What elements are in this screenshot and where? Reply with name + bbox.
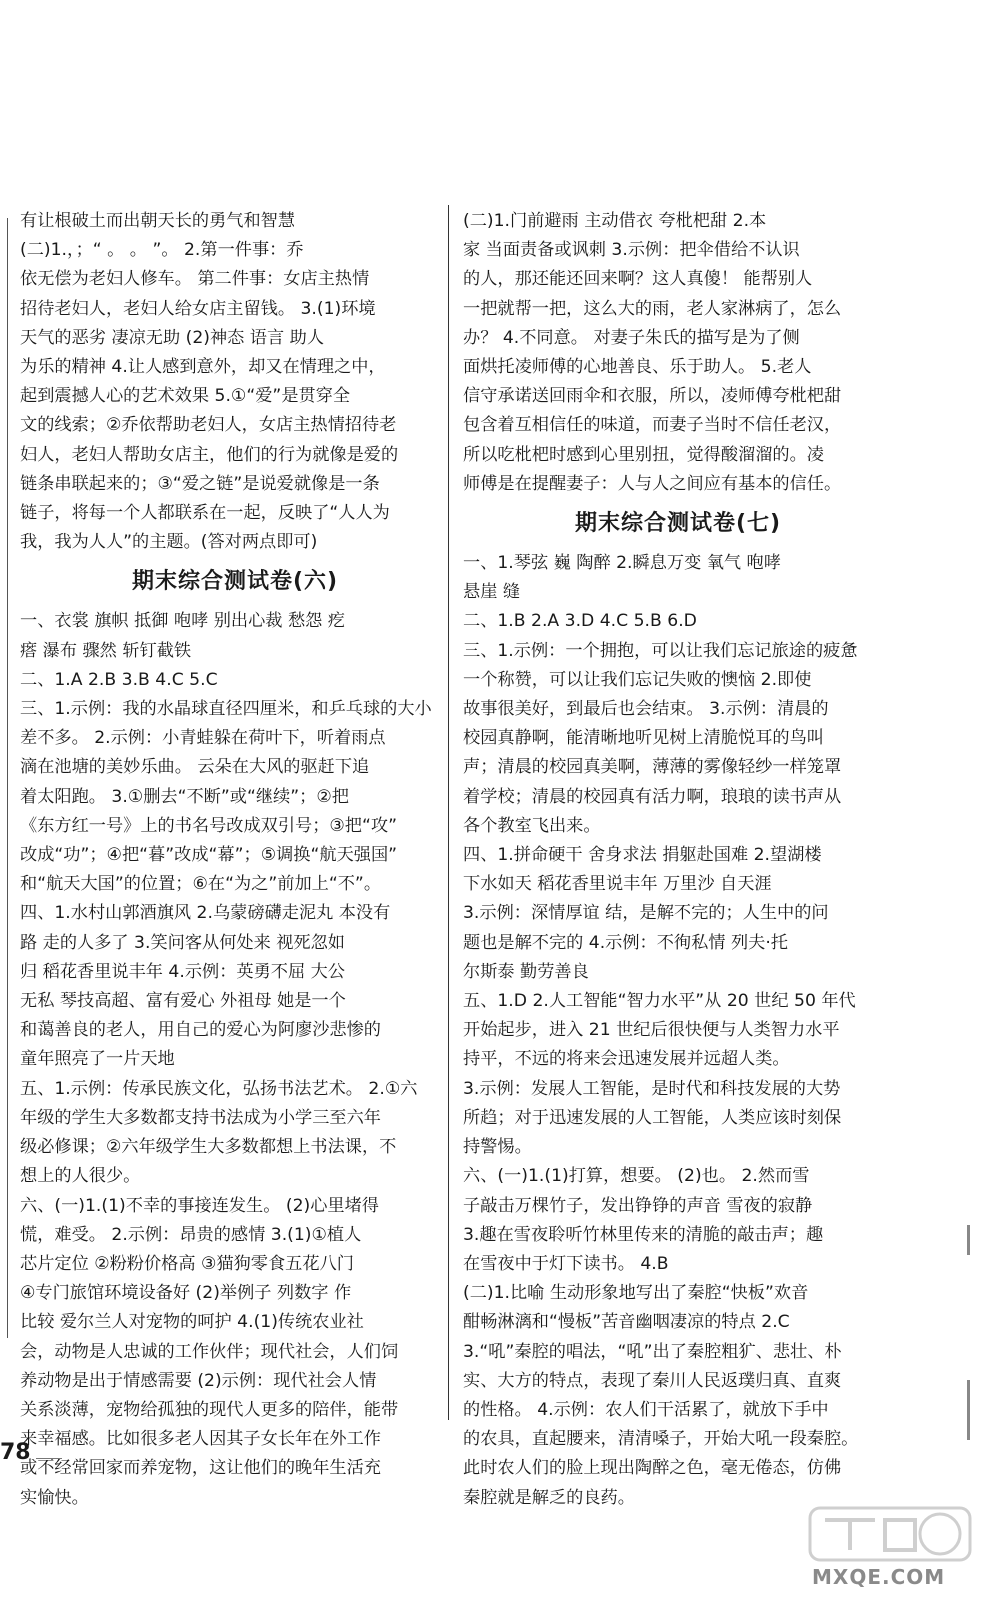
text-line: 酣畅淋漓和“慢板”苦音幽咽凄凉的特点 2.C [463, 1312, 790, 1333]
text-line: 慌，难受。 2.示例：昂贵的感情 3.(1)①植人 [20, 1224, 362, 1245]
text-line: 五、1.示例：传承民族文化，弘扬书法艺术。 2.①六 [20, 1078, 418, 1099]
text-line: 六、(一)1.(1)不幸的事接连发生。 (2)心里堵得 [20, 1195, 379, 1216]
text-line: 题也是解不完的 4.示例：不徇私情 列夫·托 [463, 932, 788, 953]
text-line: 养动物是出于情感需要 (2)示例：现代社会人情 [20, 1370, 377, 1391]
text-line: 一、1.琴弦 巍 陶醉 2.瞬息万变 氧气 咆哮 [463, 553, 781, 574]
text-line: 声；清晨的校园真美啊，薄薄的雾像轻纱一样笼罩 [463, 757, 842, 778]
text-line: 和蔼善良的老人，用自己的爱心为阿廖沙悲惨的 [20, 1020, 381, 1041]
text-line: 的人，那还能还回来啊？这人真傻！ 能帮别人 [463, 269, 813, 290]
text-line: 3.示例：发展人工智能，是时代和科技发展的大势 [463, 1078, 841, 1099]
text-line: 有让根破土而出朝天长的勇气和智慧 [20, 211, 296, 231]
text-line: 所趋；对于迅速发展的人工智能，人类应该时刻保 [463, 1107, 842, 1128]
text-line: 包含着互相信任的味道，而妻子当时不信任老汉， [463, 415, 842, 436]
page-number-rule [36, 1458, 62, 1459]
text-line: 3.“吼”秦腔的唱法，“吼”出了秦腔粗犷、悲壮、朴 [463, 1341, 842, 1362]
section-title-six: 期末综合测试卷(六) [131, 569, 339, 595]
right-column [463, 207, 893, 1513]
left-margin-rule [7, 218, 8, 1338]
text-line: 3.示例：深情厚谊 结，是解不完的；人生中的问 [463, 903, 829, 924]
text-line: 着太阳跑。 3.①删去“不断”或“继续”；②把 [20, 786, 349, 807]
text-line: 招待老妇人，老妇人给女店主留钱。 3.(1)环境 [20, 298, 376, 319]
section-title-seven: 期末综合测试卷(七) [574, 511, 782, 537]
text-line: 想上的人很少。 [20, 1166, 141, 1187]
text-line: 一把就帮一把，这么大的雨，老人家淋病了，怎么 [463, 298, 842, 319]
text-line: 子敲击万棵竹子，发出铮铮的声音 雪夜的寂静 [463, 1195, 813, 1216]
text-line: 信守承诺送回雨伞和衣服，所以，凌师傅夸枇杷甜 [463, 386, 842, 407]
text-line: 二、1.B 2.A 3.D 4.C 5.B 6.D [463, 611, 697, 632]
text-line: 四、1.水村山郭酒旗风 2.乌蒙磅礴走泥丸 本没有 [20, 903, 391, 924]
text-line: ④专门旅馆环境设备好 (2)举例子 列数字 作 [20, 1283, 352, 1304]
text-line: 无私 琴技高超、富有爱心 外祖母 她是一个 [20, 991, 346, 1012]
text-line: 级必修课；②六年级学生大多数都想上书法课，不 [20, 1137, 397, 1158]
text-line: 面烘托凌师傅的心地善良、乐于助人。 5.老人 [463, 357, 812, 378]
text-line: 我，我为人人”的主题。(答对两点即可) [20, 532, 318, 553]
text-line: 三、1.示例：我的水晶球直径四厘米，和乒乓球的大小 [20, 699, 432, 720]
text-line: 办？ 4.不同意。 对妻子朱氏的描写是为了侧 [463, 327, 800, 348]
text-line: 五、1.D 2.人工智能“智力水平”从 20 世纪 50 年代 [463, 991, 856, 1012]
text-line: (二)1.，；“ 。 。 ”。 2.第一件事：乔 [20, 240, 304, 261]
text-line: 路 走的人多了 3.笑问客从何处来 视死忽如 [20, 932, 345, 953]
scan-mark [967, 1380, 970, 1440]
left-column [20, 207, 450, 1513]
text-line: 秦腔就是解乏的良药。 [463, 1487, 635, 1508]
text-line: 3.趣在雪夜聆听竹林里传来的清脆的敲击声；趣 [463, 1224, 824, 1245]
text-line: 文的线索；②乔依帮助老妇人，女店主热情招待老 [20, 415, 397, 436]
text-line: 在雪夜中于灯下读书。 4.B [463, 1253, 669, 1274]
text-line: 持警惕。 [463, 1137, 532, 1158]
text-line: 来幸福感。比如很多老人因其子女长年在外工作 [20, 1429, 381, 1450]
text-line: 实愉快。 [20, 1487, 89, 1508]
text-line: 滴在池塘的美妙乐曲。 云朵在大风的驱赶下追 [20, 757, 370, 778]
text-line: 为乐的精神 4.让人感到意外，却又在情理之中， [20, 357, 386, 378]
text-line: 天气的恶劣 凄凉无助 (2)神态 语言 助人 [20, 327, 325, 348]
text-line: (二)1.门前避雨 主动借衣 夸枇杷甜 2.本 [463, 211, 767, 231]
text-line: 校园真静啊，能清晰地听见树上清脆悦耳的鸟叫 [463, 728, 824, 749]
text-line: 《东方红一号》上的书名号改成双引号；③把“攻” [20, 815, 397, 836]
text-line: 六、(一)1.(1)打算，想要。 (2)也。 2.然而雪 [463, 1166, 810, 1187]
text-line: 家 当面责备或讽刺 3.示例：把伞借给不认识 [463, 240, 800, 261]
text-line: 的性格。 4.示例：农人们干活累了，就放下手中 [463, 1399, 829, 1420]
text-line: 瘩 瀑布 骤然 斩钉截铁 [20, 640, 192, 661]
text-line: 实、大方的特点，表现了秦川人民返璞归真、直爽 [463, 1370, 842, 1391]
text-line: 关系淡薄，宠物给孤独的现代人更多的陪伴，能带 [20, 1399, 399, 1420]
text-line: 差不多。 2.示例：小青蛙躲在荷叶下，听着雨点 [20, 728, 386, 749]
text-line: 一个称赞，可以让我们忘记失败的懊恼 2.即使 [463, 669, 812, 690]
text-line: 悬崖 缝 [463, 582, 521, 603]
text-line: 着学校；清晨的校园真有活力啊，琅琅的读书声从 [463, 786, 842, 807]
text-line: 所以吃枇杷时感到心里别扭，觉得酸溜溜的。凌 [463, 444, 824, 465]
text-line: 依无偿为老妇人修车。 第二件事：女店主热情 [20, 269, 370, 290]
text-line: 会，动物是人忠诚的工作伙伴；现代社会，人们饲 [20, 1341, 399, 1362]
text-line: 此时农人们的脸上现出陶醉之色，毫无倦态，仿佛 [463, 1458, 842, 1479]
text-line: 链子，将每一个人都联系在一起，反映了“人人为 [20, 503, 390, 524]
text-line: 比较 爱尔兰人对宠物的呵护 4.(1)传统农业社 [20, 1312, 364, 1333]
left-pre-block [20, 207, 450, 557]
text-line: 故事很美好，到最后也会结束。 3.示例：清晨的 [463, 699, 829, 720]
text-line: 改成“功”；④把“暮”改成“幕”；⑤调换“航天强国” [20, 845, 398, 866]
text-line: 三、1.示例：一个拥抱，可以让我们忘记旅途的疲惫 [463, 640, 858, 661]
watermark-text: MXQE.COM [812, 1565, 946, 1589]
scan-mark [967, 1225, 970, 1255]
text-line: 或不经常回家而养宠物，这让他们的晚年生活充 [20, 1458, 381, 1479]
text-line: 芯片定位 ②粉粉价格高 ③猫狗零食五花八门 [20, 1253, 354, 1274]
text-line: 的农具，直起腰来，清清嗓子，开始大吼一段秦腔。 [463, 1429, 859, 1450]
text-line: 起到震撼人心的艺术效果 5.①“爱”是贯穿全 [20, 386, 351, 407]
text-line: 链条串联起来的；③“爱之链”是说爱就像是一条 [20, 473, 380, 494]
page-number: 78 [0, 1440, 31, 1465]
text-line: 妇人，老妇人帮助女店主，他们的行为就像是爱的 [20, 444, 399, 465]
text-line: (二)1.比喻 生动形象地写出了秦腔“快板”欢音 [463, 1283, 809, 1304]
text-line: 下水如天 稻花香里说丰年 万里沙 自天涯 [463, 874, 772, 895]
text-line: 童年照亮了一片天地 [20, 1049, 175, 1070]
text-line: 各个教室飞出来。 [463, 815, 601, 836]
text-line: 和“航天大国”的位置；⑥在“为之”前加上“不”。 [20, 874, 382, 895]
text-line: 二、1.A 2.B 3.B 4.C 5.C [20, 669, 218, 690]
text-line: 一、衣裳 旗帜 抵御 咆哮 别出心裁 愁怨 疙 [20, 611, 345, 632]
text-line: 归 稻花香里说丰年 4.示例：英勇不屈 大公 [20, 961, 345, 982]
text-line: 开始起步，进入 21 世纪后很快便与人类智力水平 [463, 1020, 840, 1041]
left-post-block [20, 607, 450, 1512]
right-post-block [463, 549, 893, 1513]
text-line: 尔斯泰 勤劳善良 [463, 961, 589, 982]
text-line: 四、1.拼命硬干 舍身求法 捐躯赴国难 2.望湖楼 [463, 845, 822, 866]
text-line: 师傅是在提醒妻子：人与人之间应有基本的信任。 [463, 473, 842, 494]
right-pre-block [463, 207, 893, 499]
text-line: 年级的学生大多数都支持书法成为小学三至六年 [20, 1107, 381, 1128]
text-line: 持平，不远的将来会迅速发展并远超人类。 [463, 1049, 790, 1070]
